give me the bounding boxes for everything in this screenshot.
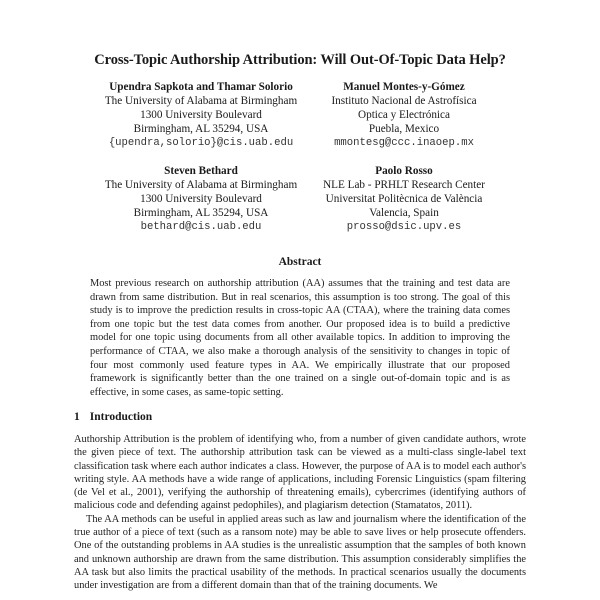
affiliation-line: Universitat Politècnica de València bbox=[325, 193, 483, 205]
paragraph: Authorship Attribution is the problem of identifying who, from a number of given candidate authors, wrote the given piece of text. The authorship attribution task can be viewed as a multi-class single-label text classification task where each author indicates a class. However, the purpose of AA is to model each author's writing style. AA methods have a wide range of applications, including Forensic Linguistics (spam filtering (de Vel et al., 2001), verifying the authorship of threatening emails), cybercrimes (identifying authors of malicious code and defending against pedophiles), and plagiarism detection (Stamatatos, 2011). bbox=[74, 434, 526, 512]
author-email: mmontesg@ccc.inaoep.mx bbox=[334, 137, 474, 149]
author-block-bethard bbox=[88, 164, 314, 234]
affiliation-line: Valencia, Spain bbox=[369, 207, 439, 219]
abstract-heading: Abstract bbox=[278, 256, 322, 268]
affiliation-line: Instituto Nacional de Astrofísica bbox=[331, 95, 477, 107]
author-names: Upendra Sapkota and Thamar Solorio bbox=[109, 81, 293, 93]
affiliation-line: The University of Alabama at Birmingham bbox=[104, 95, 298, 107]
author-names: Steven Bethard bbox=[164, 165, 238, 177]
paragraph: The AA methods can be useful in applied areas such as law and journalism where the identification of the true author of a piece of text (such as a ransom note) may be able to save lives or help prosecute offenders. One of the outstanding problems in AA studies is the unrealistic assumption that the samples of both known and unknown authorship are drawn from the same distribution. This assumption considerably simplifies the AA task but also limits the practical usability of the methods. In practical scenarios usually the documents under investigation are from a different domain than that of the training documents. We bbox=[74, 513, 526, 592]
author-email: {upendra,solorio}@cis.uab.edu bbox=[108, 137, 294, 149]
author-email: bethard@cis.uab.edu bbox=[140, 221, 262, 233]
section-number: 1 bbox=[74, 411, 80, 423]
affiliation-line: Optica y Electrónica bbox=[358, 109, 450, 121]
affiliation-line: The University of Alabama at Birmingham bbox=[104, 179, 298, 191]
section-title: Introduction bbox=[89, 411, 153, 423]
affiliation-line: Birmingham, AL 35294, USA bbox=[133, 123, 269, 135]
abstract-text: Most previous research on authorship attribution (AA) assumes that the training and test data are drawn from same distribution. But in real scenarios, this assumption is too strong. The goal of this study is to improve the prediction results in cross-topic AA (CTAA), where the training data comes from one topic but the test data comes from another. Our proposed idea is to build a predictive model for one topic using documents from all other available topics. In addition to improving the performance of CTAA, we also make a thorough analysis of the sensitivity to changes in topic of four most commonly used feature types in AA. We empirically illustrate that our proposed framework is significantly better than the one trained on a single out-of-domain topic and is as effective, in some cases, as same-topic setting. bbox=[90, 278, 510, 398]
affiliation-line: NLE Lab - PRHLT Research Center bbox=[323, 179, 485, 191]
affiliation-line: 1300 University Boulevard bbox=[140, 193, 262, 205]
author-block-montes bbox=[300, 80, 508, 150]
section-heading-introduction bbox=[74, 411, 152, 423]
author-names: Paolo Rosso bbox=[375, 165, 433, 177]
paper-title: Cross-Topic Authorship Attribution: Will Out-Of-Topic Data Help? bbox=[94, 52, 506, 68]
introduction-body bbox=[74, 433, 526, 593]
author-email: prosso@dsic.upv.es bbox=[346, 221, 462, 233]
affiliation-line: Puebla, Mexico bbox=[368, 123, 440, 135]
author-block-rosso bbox=[300, 164, 508, 234]
author-block-sapkota-solorio bbox=[88, 80, 314, 150]
affiliation-line: 1300 University Boulevard bbox=[140, 109, 262, 121]
affiliation-line: Birmingham, AL 35294, USA bbox=[133, 207, 269, 219]
author-names: Manuel Montes-y-Gómez bbox=[343, 81, 465, 93]
